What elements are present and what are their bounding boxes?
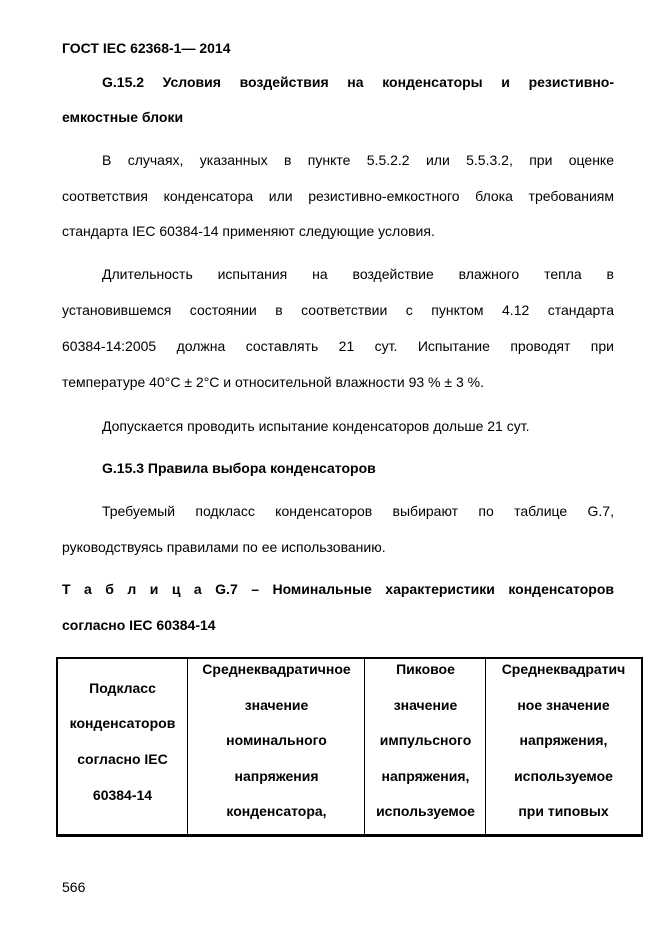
table-cell-text: номинального: [226, 732, 327, 748]
paragraph-line: Требуемый подкласс конденсаторов выбирают по таблице G.7,: [102, 503, 614, 519]
table-cell-text: 60384-14: [92, 787, 153, 803]
table-cell-text: напряжения,: [519, 732, 608, 748]
paragraph-line: Длительность испытания на воздействие влажного тепла в: [102, 266, 614, 282]
paragraph-line: стандарта IEC 60384-14 применяют следующие условия.: [62, 223, 435, 239]
table-cell-text: импульсного: [379, 732, 472, 748]
table-column-rms-operating-voltage: [485, 659, 641, 834]
table-cell-text: используемое: [514, 768, 613, 784]
table-cell-text: Подкласс: [89, 680, 156, 696]
paragraph-line: установившемся состоянии в соответствии с пунктом 4.12 стандарта: [62, 302, 614, 318]
table-cell-text: Среднеквадратичное: [202, 661, 351, 677]
paragraph-line: 60384-14:2005 должна составлять 21 сут. Испытание проводят при: [62, 338, 614, 354]
table-caption-line1: Т а б л и ц а G.7 – Номинальные характеристики конденсаторов: [62, 581, 614, 597]
paragraph-line: В случаях, указанных в пункте 5.5.2.2 или 5.5.3.2, при оценке: [102, 152, 614, 168]
document-header: ГОСТ IEC 62368-1— 2014: [62, 40, 231, 56]
paragraph-line: соответствия конденсатора или резистивно-емкостного блока требованиям: [62, 188, 614, 204]
section-heading-g15-2-line1: G.15.2 Условия воздействия на конденсаторы и резистивно-: [102, 74, 614, 90]
table-column-subclass: [58, 659, 187, 834]
table-cell-text: напряжения: [234, 768, 319, 784]
table-cell-text: используемое: [376, 803, 475, 819]
table-cell-text: конденсаторов: [69, 715, 176, 731]
table-cell-text: значение: [244, 697, 309, 713]
table-column-peak-pulse-voltage: [364, 659, 486, 834]
table-cell-text: значение: [393, 697, 458, 713]
section-heading-g15-3: G.15.3 Правила выбора конденсаторов: [102, 460, 376, 476]
table-g7: [56, 657, 643, 837]
table-cell-text: конденсатора,: [226, 803, 327, 819]
table-cell-text: Среднеквадратич: [501, 661, 626, 677]
section-heading-g15-2-line2: емкостные блоки: [62, 109, 184, 125]
table-cell-text: напряжения,: [381, 768, 470, 784]
table-cell-text: при типовых: [518, 803, 609, 819]
table-cell-text: согласно IEC: [77, 751, 168, 767]
paragraph-line: температуре 40°С ± 2°С и относительной влажности 93 % ± 3 %.: [62, 374, 484, 390]
paragraph-line: Допускается проводить испытание конденсаторов дольше 21 сут.: [102, 418, 530, 434]
table-cell-text: ное значение: [517, 697, 610, 713]
table-cell-text: Пиковое: [396, 661, 455, 677]
table-column-rms-rated-voltage: [187, 659, 365, 834]
paragraph-line: руководствуясь правилами по ее использованию.: [62, 539, 386, 555]
table-caption-line2: согласно IEC 60384-14: [62, 617, 216, 633]
page-number: 566: [62, 879, 86, 895]
